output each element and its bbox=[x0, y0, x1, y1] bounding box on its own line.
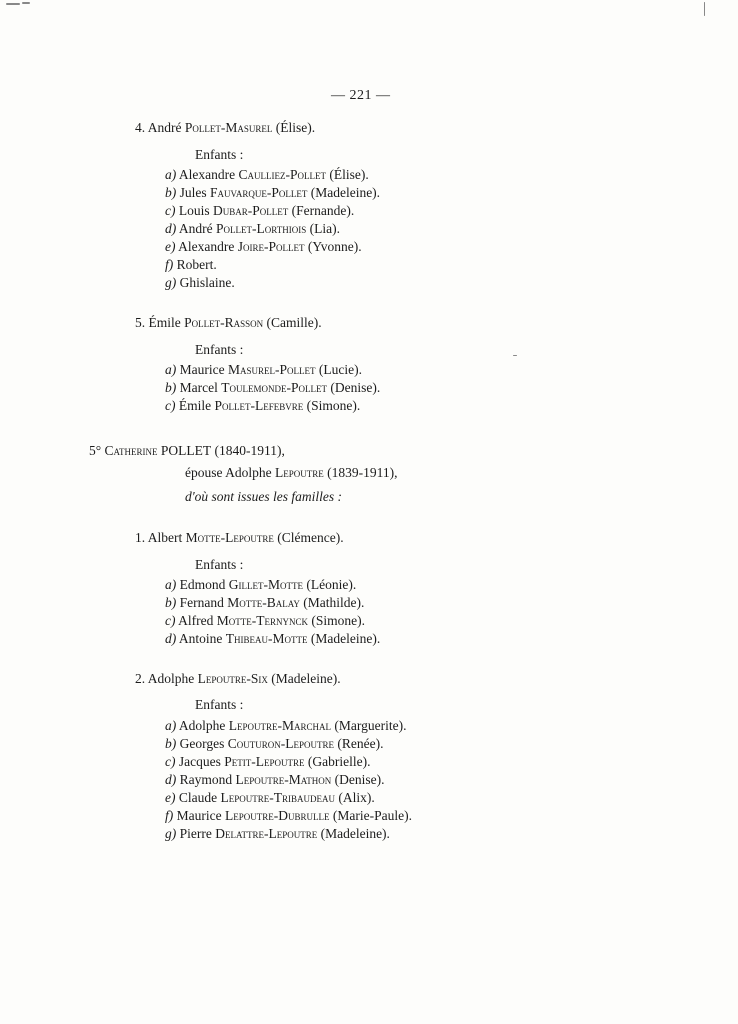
children-label: Enfants : bbox=[195, 697, 244, 712]
child-entry: d) André Pollet-Lorthiois (Lia). bbox=[165, 221, 340, 236]
child-entry: a) Alexandre Caulliez-Pollet (Élise). bbox=[165, 167, 369, 182]
child-entry: b) Fernand Motte-Balay (Mathilde). bbox=[165, 595, 365, 610]
child-entry: f) Robert. bbox=[165, 257, 217, 272]
children-label: Enfants : bbox=[195, 342, 244, 357]
children-label: Enfants : bbox=[195, 147, 244, 162]
child-entry: e) Alexandre Joire-Pollet (Yvonne). bbox=[165, 239, 362, 254]
child-entry: b) Georges Couturon-Lepoutre (Renée). bbox=[165, 736, 384, 751]
child-entry: c) Émile Pollet-Lefebvre (Simone). bbox=[165, 398, 361, 413]
family-heading: 1. Albert Motte-Lepoutre (Clémence). bbox=[135, 530, 344, 545]
child-entry: a) Adolphe Lepoutre-Marchal (Marguerite). bbox=[165, 718, 407, 733]
child-entry: a) Maurice Masurel-Pollet (Lucie). bbox=[165, 362, 362, 377]
child-entry: b) Marcel Toulemonde-Pollet (Denise). bbox=[165, 380, 381, 395]
child-entry: c) Louis Dubar-Pollet (Fernande). bbox=[165, 203, 355, 218]
page-number: — 221 — bbox=[331, 88, 391, 103]
family-heading: 4. André Pollet-Masurel (Élise). bbox=[135, 120, 316, 135]
scan-speck bbox=[513, 355, 517, 356]
child-entry: d) Antoine Thibeau-Motte (Madeleine). bbox=[165, 631, 381, 646]
scan-speck bbox=[6, 3, 20, 5]
scan-speck bbox=[22, 2, 30, 4]
child-entry: b) Jules Fauvarque-Pollet (Madeleine). bbox=[165, 185, 381, 200]
catherine-marriage: épouse Adolphe Lepoutre (1839-1911), bbox=[185, 465, 398, 480]
scan-speck bbox=[704, 2, 705, 16]
child-entry: f) Maurice Lepoutre-Dubrulle (Marie-Paule). bbox=[165, 808, 412, 823]
child-entry: g) Pierre Delattre-Lepoutre (Madeleine). bbox=[165, 826, 390, 841]
children-label: Enfants : bbox=[195, 557, 244, 572]
child-entry: g) Ghislaine. bbox=[165, 275, 235, 290]
child-entry: d) Raymond Lepoutre-Mathon (Denise). bbox=[165, 772, 385, 787]
child-entry: a) Edmond Gillet-Motte (Léonie). bbox=[165, 577, 357, 592]
child-entry: e) Claude Lepoutre-Tribaudeau (Alix). bbox=[165, 790, 375, 805]
catherine-issue: d'où sont issues les familles : bbox=[185, 489, 343, 504]
family-heading: 2. Adolphe Lepoutre-Six (Madeleine). bbox=[135, 671, 341, 686]
family-heading: 5. Émile Pollet-Rasson (Camille). bbox=[135, 315, 322, 330]
child-entry: c) Jacques Petit-Lepoutre (Gabrielle). bbox=[165, 754, 371, 769]
catherine-heading: 5° Catherine POLLET (1840-1911), bbox=[89, 443, 285, 458]
child-entry: c) Alfred Motte-Ternynck (Simone). bbox=[165, 613, 365, 628]
